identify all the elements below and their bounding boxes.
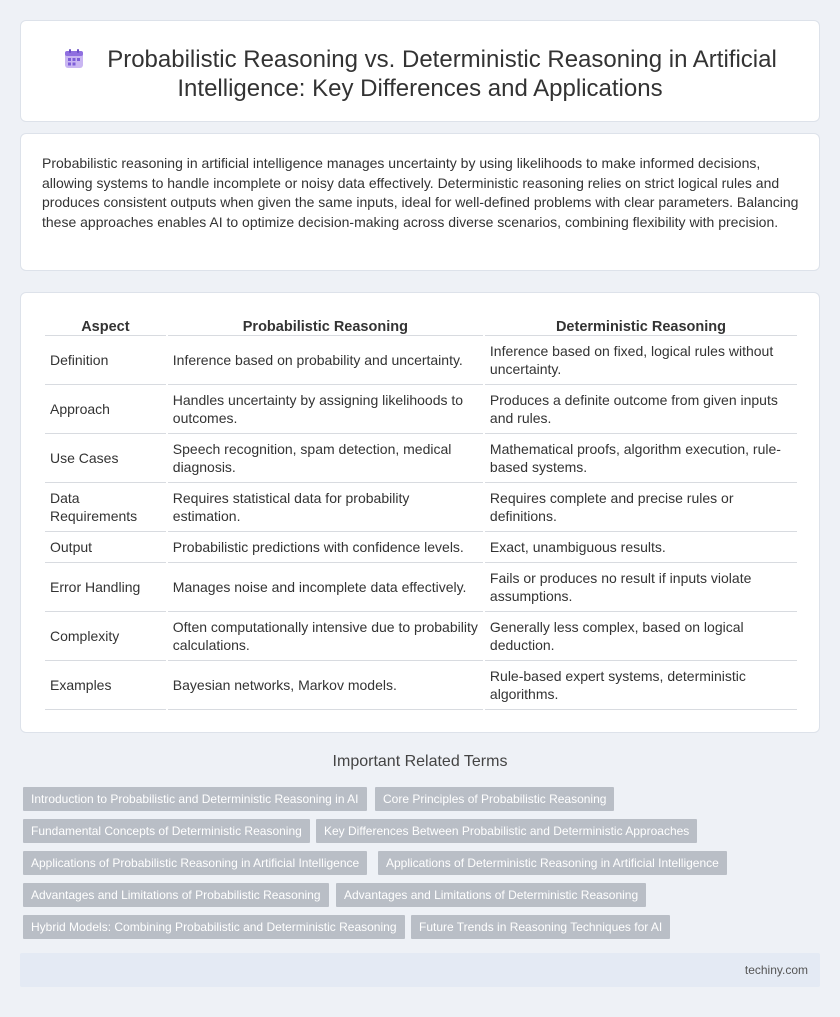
page-title-wrap <box>21 45 819 103</box>
cell-aspect: Error Handling <box>45 563 166 612</box>
comparison-card <box>20 292 820 733</box>
cell-probabilistic: Handles uncertainty by assigning likelihoods to outcomes. <box>168 385 483 434</box>
cell-probabilistic: Manages noise and incomplete data effectively. <box>168 563 483 612</box>
cell-deterministic: Rule-based expert systems, deterministic algorithms. <box>485 661 797 710</box>
table-row <box>45 563 797 612</box>
cell-deterministic: Generally less complex, based on logical deduction. <box>485 612 797 661</box>
related-term-link[interactable]: Introduction to Probabilistic and Deterministic Reasoning in AI <box>23 787 367 811</box>
cell-aspect: Data Requirements <box>45 483 166 532</box>
header-deterministic: Deterministic Reasoning <box>485 315 797 336</box>
cell-deterministic: Produces a definite outcome from given inputs and rules. <box>485 385 797 434</box>
title-card <box>20 20 820 122</box>
cell-deterministic: Inference based on fixed, logical rules without uncertainty. <box>485 336 797 385</box>
header-aspect: Aspect <box>45 315 166 336</box>
cell-deterministic: Requires complete and precise rules or definitions. <box>485 483 797 532</box>
table-row <box>45 385 797 434</box>
related-term-link[interactable]: Advantages and Limitations of Probabilistic Reasoning <box>23 883 329 907</box>
footer <box>20 953 820 987</box>
related-term-link[interactable]: Hybrid Models: Combining Probabilistic and Deterministic Reasoning <box>23 915 405 939</box>
cell-aspect: Approach <box>45 385 166 434</box>
table-row <box>45 612 797 661</box>
table-row <box>45 434 797 483</box>
related-term-link[interactable]: Applications of Deterministic Reasoning in Artificial Intelligence <box>378 851 727 875</box>
cell-probabilistic: Often computationally intensive due to probability calculations. <box>168 612 483 661</box>
calendar-icon <box>63 48 85 70</box>
cell-aspect: Use Cases <box>45 434 166 483</box>
related-term-link[interactable]: Key Differences Between Probabilistic and Deterministic Approaches <box>316 819 697 843</box>
related-term-link[interactable]: Core Principles of Probabilistic Reasoning <box>375 787 614 811</box>
cell-probabilistic: Speech recognition, spam detection, medical diagnosis. <box>168 434 483 483</box>
cell-probabilistic: Bayesian networks, Markov models. <box>168 661 483 710</box>
table-header-row <box>45 315 797 336</box>
cell-aspect: Complexity <box>45 612 166 661</box>
table-row <box>45 336 797 385</box>
cell-aspect: Definition <box>45 336 166 385</box>
cell-aspect: Examples <box>45 661 166 710</box>
intro-card <box>20 133 820 271</box>
cell-deterministic: Exact, unambiguous results. <box>485 532 797 563</box>
header-probabilistic: Probabilistic Reasoning <box>168 315 483 336</box>
cell-probabilistic: Requires statistical data for probability estimation. <box>168 483 483 532</box>
cell-probabilistic: Probabilistic predictions with confidence levels. <box>168 532 483 563</box>
related-term-link[interactable]: Advantages and Limitations of Deterministic Reasoning <box>336 883 646 907</box>
related-term-link[interactable]: Fundamental Concepts of Deterministic Reasoning <box>23 819 310 843</box>
related-term-link[interactable]: Future Trends in Reasoning Techniques for AI <box>411 915 670 939</box>
related-term-link[interactable]: Applications of Probabilistic Reasoning in Artificial Intelligence <box>23 851 367 875</box>
cell-aspect: Output <box>45 532 166 563</box>
table-row <box>45 483 797 532</box>
intro-paragraph: Probabilistic reasoning in artificial intelligence manages uncertainty by using likelihoods to make informed decisions, allowing systems to handle incomplete or noisy data effectively. Deterministic reasoning relies on strict logical rules and produces consistent outputs when given the same inputs, ideal for well-defined problems with clear parameters. Balancing these approaches enables AI to optimize decision-making across diverse scenarios, combining flexibility with precision. <box>42 155 799 230</box>
table-row <box>45 661 797 710</box>
cell-deterministic: Fails or produces no result if inputs violate assumptions. <box>485 563 797 612</box>
comparison-table <box>43 315 799 710</box>
cell-probabilistic: Inference based on probability and uncertainty. <box>168 336 483 385</box>
table-row <box>45 532 797 563</box>
related-terms-heading: Important Related Terms <box>332 753 508 770</box>
cell-deterministic: Mathematical proofs, algorithm execution, rule-based systems. <box>485 434 797 483</box>
footer-brand[interactable]: techiny.com <box>744 963 808 977</box>
page-title: Probabilistic Reasoning vs. Deterministic Reasoning in Artificial Intelligence: Key Differences and Applications <box>107 46 777 102</box>
